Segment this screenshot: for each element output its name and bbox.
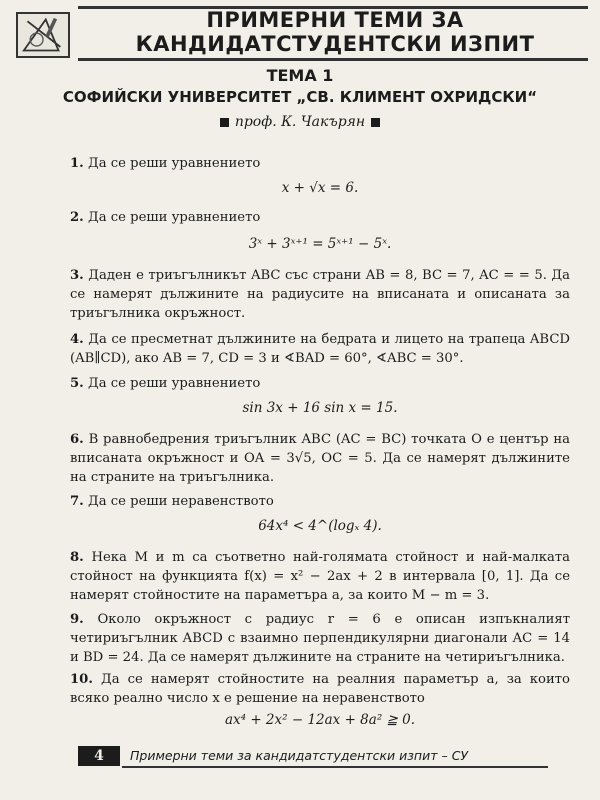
section-title: ТЕМА 1 [266, 66, 334, 85]
problem-7 [70, 492, 570, 511]
problem-5 [70, 374, 570, 393]
problem-7-formula: 64x⁴ < 4^(logₓ 4). [258, 518, 382, 534]
problem-10-formula: ax⁴ + 2x² − 12ax + 8a² ≧ 0. [224, 712, 416, 728]
problem-number: 2. [70, 210, 84, 225]
problem-text: Да се реши уравнението [87, 210, 261, 225]
problem-5-formula: sin 3x + 16 sin x = 15. [242, 400, 398, 416]
author-name: проф. К. Чакърян [234, 114, 366, 130]
problem-text: Да се реши уравнението [87, 156, 261, 171]
problem-number: 4. [70, 332, 84, 347]
problem-text: В равнобедрения триъгълник ABC (AC = BC) точката O е център на вписаната окръжност и OA = 3√5, OC = 5. Да се намерят дължините на страните на триъгълника. [70, 432, 570, 485]
footer-rule [122, 766, 548, 768]
author-line [0, 114, 600, 130]
main-title-line1: ПРИМЕРНИ ТЕМИ ЗА [206, 8, 464, 32]
problem-text: Да се реши неравенството [87, 494, 274, 509]
problem-number: 8. [70, 550, 84, 565]
running-title: Примерни теми за кандидатстудентски изпит – СУ [130, 748, 469, 763]
problem-text: Да се намерят стойностите на реалния параметър a, за които всяко реално число x е решение на неравенството [70, 672, 570, 706]
problem-4 [70, 330, 570, 368]
problem-number: 6. [70, 432, 84, 447]
problem-text: Да се реши уравнението [87, 376, 261, 391]
problem-3 [70, 266, 570, 323]
problem-number: 3. [70, 268, 84, 283]
footer [78, 744, 548, 770]
problem-1 [70, 154, 570, 173]
problem-8 [70, 548, 570, 605]
problem-2 [70, 208, 570, 227]
problem-number: 9. [70, 612, 84, 627]
problem-text: Даден е триъгълникът ABC със страни AB = 8, BC = 7, AC = = 5. Да се намерят дължините на радиусите на вписаната и описаната за триъгълника окръжност. [70, 268, 570, 321]
problem-number: 10. [70, 672, 93, 687]
problem-6 [70, 430, 570, 487]
university-name: СОФИЙСКИ УНИВЕРСИТЕТ „СВ. КЛИМЕНТ ОХРИДСКИ“ [62, 88, 538, 106]
drafting-tools-icon [16, 12, 70, 58]
problem-number: 5. [70, 376, 84, 391]
problem-10 [70, 670, 570, 708]
problem-text: Около окръжност с радиус r = 6 е описан изпъкналият четириъгълник ABCD с взаимно перпендикулярни диагонали AC = 14 и BD = 24. Да се намерят дължините на страните на четириъгълника. [70, 612, 570, 665]
main-title-line2: КАНДИДАТСТУДЕНТСКИ ИЗПИТ [135, 32, 535, 56]
problem-text: Да се пресметнат дължините на бедрата и лицето на трапеца ABCD (AB∥CD), ако AB = 7, CD = 3 и ∢BAD = 60°, ∢ABC = 30°. [70, 332, 570, 366]
problem-2-formula: 3ˣ + 3ˣ⁺¹ = 5ˣ⁺¹ − 5ˣ. [248, 236, 392, 252]
problem-number: 1. [70, 156, 84, 171]
problem-number: 7. [70, 494, 84, 509]
page-number: 4 [78, 746, 120, 766]
header-rule-bottom [78, 58, 588, 61]
problem-text: Нека M и m са съответно най-голямата стойност и най-малката стойност на функцията f(x) = x² − 2ax + 2 в интервала [0, 1]. Да се намерят стойностите на параметъра a, за които M − m = 3. [70, 550, 570, 603]
problem-1-formula: x + √x = 6. [281, 180, 359, 196]
problem-9 [70, 610, 570, 667]
bullet-square-icon [371, 118, 380, 127]
bullet-square-icon [220, 118, 229, 127]
